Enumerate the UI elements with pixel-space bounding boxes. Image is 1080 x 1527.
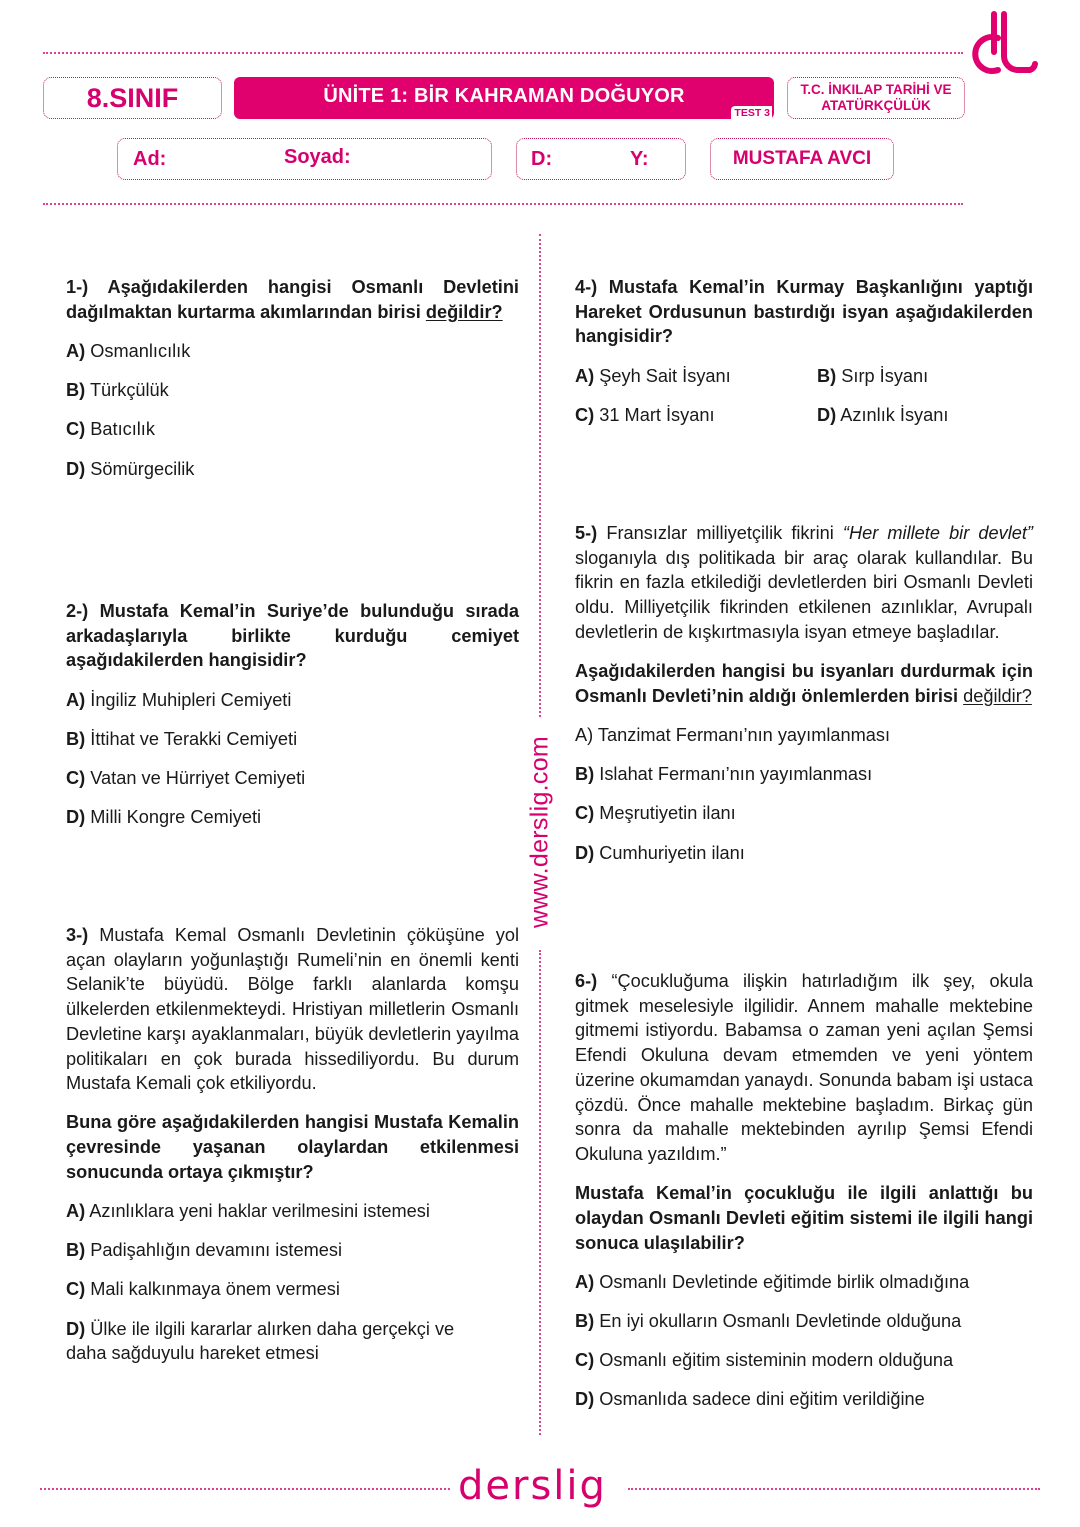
question-3: [66, 923, 519, 1366]
unit-title-banner: [234, 77, 774, 119]
question-4: [575, 275, 1033, 428]
option-b[interactable]: B) İttihat ve Terakki Cemiyeti: [66, 728, 298, 749]
question-stem: Buna göre aşağıdakilerden hangisi Mustafa Kemalin çevresinde yaşanan olaylardan etkilenmesi sonucunda ortaya çıkmıştır?: [66, 1112, 519, 1182]
option-c[interactable]: C) Vatan ve Hürriyet Cemiyeti: [66, 768, 306, 789]
author-label: MUSTAFA AVCI: [710, 138, 894, 180]
question-1: [66, 275, 519, 481]
option-a[interactable]: A) Osmanlı Devletinde eğitimde birlik olmadığına: [575, 1271, 970, 1292]
option-b[interactable]: B) En iyi okulların Osmanlı Devletinde olduğuna: [575, 1310, 962, 1331]
footer-rule-left: [40, 1488, 450, 1490]
option-a[interactable]: A) Osmanlıcılık: [66, 340, 191, 361]
option-d[interactable]: D) Ülke ile ilgili kararlar alırken daha gerçekçi ve daha sağduyulu hareket etmesi: [66, 1318, 455, 1364]
option-a[interactable]: A) İngiliz Muhipleri Cemiyeti: [66, 689, 292, 710]
option-d[interactable]: D) Cumhuriyetin ilanı: [575, 842, 745, 863]
watermark-text: www.derslig.com: [525, 735, 554, 929]
option-b[interactable]: B) Türkçülük: [66, 380, 169, 401]
option-c[interactable]: C) Meşrutiyetin ilanı: [575, 803, 736, 824]
footer-brand-logo: derslig: [458, 1463, 607, 1509]
question-passage: 6-) “Çocukluğuma ilişkin hatırladığım ilk şey, okula gitmek meselesiyle ilgilidir. Annem mahalle mektebine gitmemi istiyordu. Babamsa o zaman yeni açılan Şemsi Efendi Okuluna devam etmemden ve yeni yöntem üzerine okumamdan yanaydı. Sonunda babam işi ustaca çözdü. Önce mahalle mektebine başladım. Birkaç gün sonra da mahalle mektebinden ayrılıp Şemsi Efendi Okuluna yazıldım.”: [575, 971, 1033, 1164]
subject-label: [787, 77, 965, 119]
subject-line-2: ATATÜRKÇÜLÜK: [821, 98, 931, 113]
option-b[interactable]: B) Padişahlığın devamını istemesi: [66, 1240, 342, 1261]
test-number-label: TEST 3: [731, 106, 772, 119]
option-d[interactable]: D) Milli Kongre Cemiyeti: [66, 807, 262, 828]
question-5: [575, 521, 1033, 865]
question-passage: 3-) Mustafa Kemal Osmanlı Devletinin çöküşüne yol açan olayların yoğunlaştığı Rumeli’nin en önemli kenti Selanik’te büyüdü. Bölge farklı alanlarda komşu ülkelerden etkilenmekteydi. Hristiyan milletlerin Osmanlı Devletine karşı ayaklanmaları, büyük devletlerin yayılma politikaları en çok burada hissediliyordu. Bu durum Mustafa Kemali çok etkiliyordu.: [66, 925, 519, 1094]
footer-rule-right: [628, 1488, 1040, 1490]
option-c[interactable]: C) Osmanlı eğitim sisteminin modern olduğuna: [575, 1350, 954, 1371]
option-d[interactable]: D) Azınlık İsyanı: [817, 404, 949, 425]
option-a[interactable]: A) Şeyh Sait İsyanı: [575, 365, 731, 386]
option-b[interactable]: B) Islahat Fermanı’nın yayımlanması: [575, 764, 873, 785]
option-c[interactable]: C) Batıcılık: [66, 419, 155, 440]
header-bottom-rule: [43, 203, 963, 205]
question-2: [66, 599, 519, 830]
student-name-field[interactable]: [117, 138, 492, 180]
option-d[interactable]: D) Sömürgecilik: [66, 458, 195, 479]
option-c[interactable]: C) Mali kalkınmaya önem vermesi: [66, 1279, 340, 1300]
dl-monogram-icon: [964, 8, 1040, 78]
header-top-rule: [43, 52, 963, 54]
column-divider-top: [539, 234, 541, 717]
column-divider-bottom: [539, 950, 541, 1435]
score-field[interactable]: [516, 138, 686, 180]
wrong-count-label: Y:: [630, 148, 649, 170]
question-stem: Aşağıdakilerden hangisi bu isyanları durdurmak için Osmanlı Devleti’nin aldığı önlemlerden birisi değildir?: [575, 661, 1033, 706]
name-label: Ad:: [133, 148, 167, 170]
option-b[interactable]: B) Sırp İsyanı: [817, 365, 929, 386]
grade-label: 8.SINIF: [43, 77, 222, 119]
question-passage: 5-) Fransızlar milliyetçilik fikrini “Her millete bir devlet” sloganıyla dış politikada bir araç olarak kullandılar. Bu fikrin en fazla etkilediği devletlerden biri Osmanlı Devleti oldu. Milliyetçilik fikrinden etkilenen azınlıklar, Avrupalı devletlerin de kışkırtmasıyla isyan etmeye başladılar.: [575, 523, 1033, 642]
question-stem: 2-) Mustafa Kemal’in Suriye’de bulunduğu sırada arkadaşlarıyla birlikte kurduğu cemiyet aşağıdakilerden hangisidir?: [66, 601, 519, 671]
option-a[interactable]: A) Azınlıklara yeni haklar verilmesini istemesi: [66, 1201, 430, 1222]
option-a[interactable]: A) Tanzimat Fermanı’nın yayımlanması: [575, 724, 891, 745]
watermark: [523, 727, 557, 937]
options-grid: [575, 364, 1033, 428]
surname-label: Soyad:: [284, 146, 351, 168]
option-c[interactable]: C) 31 Mart İsyanı: [575, 404, 715, 425]
question-6: [575, 969, 1033, 1412]
option-d[interactable]: D) Osmanlıda sadece dini eğitim verildiğine: [575, 1389, 925, 1410]
question-stem: Mustafa Kemal’in çocukluğu ile ilgili anlattığı bu olaydan Osmanlı Devleti eğitim sistemi ile ilgili hangi sonuca ulaşılabilir?: [575, 1183, 1033, 1253]
question-stem: 1-) Aşağıdakilerden hangisi Osmanlı Devletini dağılmaktan kurtarma akımlarından birisi değildir?: [66, 277, 519, 322]
correct-count-label: D:: [531, 148, 553, 170]
subject-line-1: T.C. İNKILAP TARİHİ VE: [800, 82, 952, 97]
unit-title: ÜNİTE 1: BİR KAHRAMAN DOĞUYOR: [323, 85, 685, 107]
question-stem: 4-) Mustafa Kemal’in Kurmay Başkanlığını yaptığı Hareket Ordusunun bastırdığı isyan aşağıdakilerden hangisidir?: [575, 277, 1033, 347]
slogan-quote: “Her millete bir devlet”: [842, 523, 1033, 543]
